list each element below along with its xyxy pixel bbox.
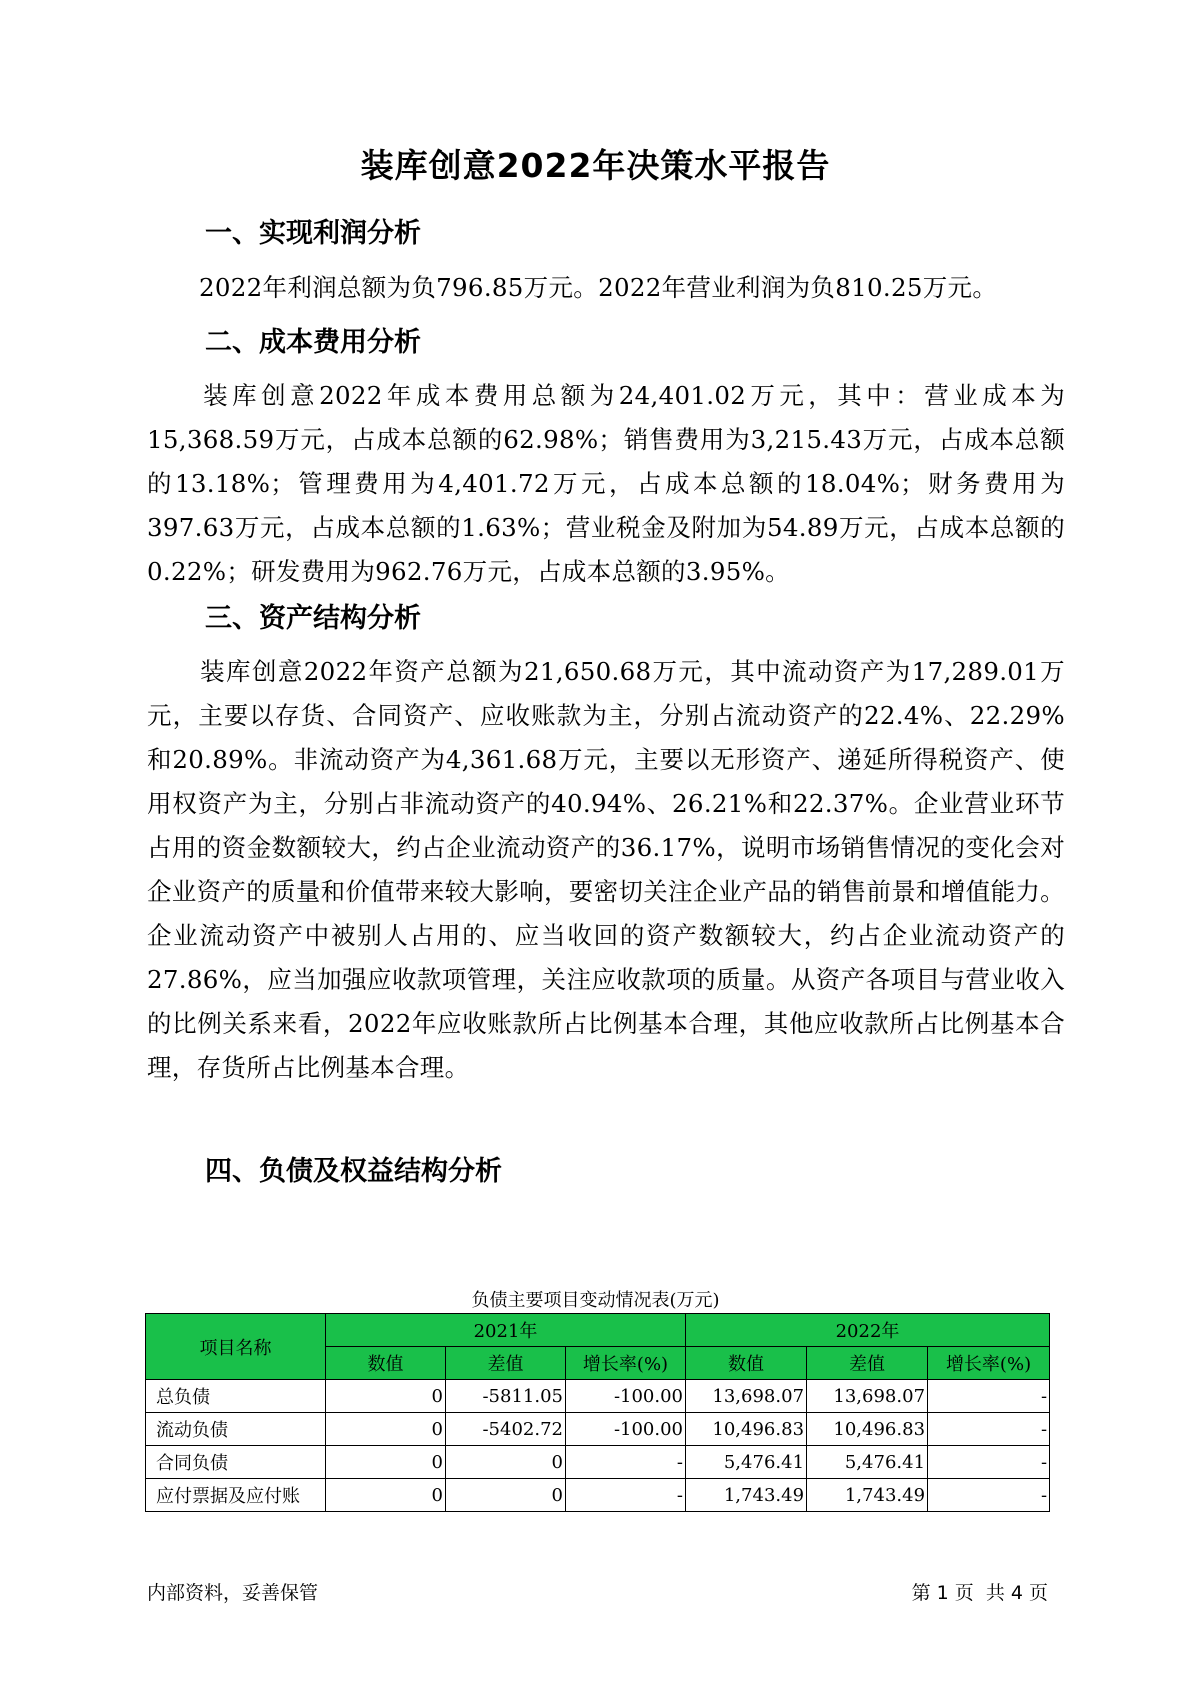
section-heading-cost: 二、成本费用分析 — [205, 327, 421, 358]
table-caption: 负债主要项目变动情况表(万元) — [471, 1290, 720, 1311]
cost-paragraph — [147, 374, 1065, 594]
table-row — [146, 1413, 1050, 1446]
cell: -5811.05 — [446, 1380, 566, 1413]
cell: 5,476.41 — [686, 1446, 807, 1479]
cell: -100.00 — [566, 1413, 686, 1446]
cell: 1,743.49 — [686, 1479, 807, 1512]
header-value-2022: 数值 — [686, 1347, 807, 1380]
cell: - — [928, 1413, 1050, 1446]
cell: 0 — [326, 1479, 446, 1512]
header-item-name: 项目名称 — [146, 1314, 326, 1380]
cell: 0 — [446, 1479, 566, 1512]
cell: 0 — [326, 1413, 446, 1446]
cell: 0 — [326, 1380, 446, 1413]
cell: 0 — [326, 1446, 446, 1479]
footer-page-number: 第 1 页 共 4 页 — [911, 1582, 1048, 1604]
cell: - — [928, 1380, 1050, 1413]
cell: - — [928, 1446, 1050, 1479]
table-row — [146, 1446, 1050, 1479]
assets-text: 装库创意2022年资产总额为21,650.68万元，其中流动资产为17,289.01万元，主要以存货、合同资产、应收账款为主，分别占流动资产的22.4%、22.29%和20.89%。非流动资产为4,361.68万元，主要以无形资产、递延所得税资产、使用权资产为主，分别占非流动资产的40.94%、26.21%和22.37%。企业营业环节占用的资金数额较大，约占企业流动资产的36.17%，说明市场销售情况的变化会对企业资产的质量和价值带来较大影响，要密切关注企业产品的销售前景和增值能力。企业流动资产中被别人占用的、应当收回的资产数额较大，约占企业流动资产的27.86%，应当加强应收款项管理，关注应收款项的质量。从资产各项目与营业收入的比例关系来看，2022年应收账款所占比例基本合理，其他应收款所占比例基本合理，存货所占比例基本合理。 — [147, 657, 1065, 1082]
cell: 5,476.41 — [807, 1446, 928, 1479]
cell: - — [566, 1479, 686, 1512]
row-name: 流动负债 — [146, 1413, 326, 1446]
cell: 10,496.83 — [686, 1413, 807, 1446]
header-growth-2021: 增长率(%) — [566, 1347, 686, 1380]
cell: 0 — [446, 1446, 566, 1479]
cell: 10,496.83 — [807, 1413, 928, 1446]
assets-paragraph — [147, 650, 1065, 1090]
header-year-2022: 2022年 — [686, 1314, 1050, 1347]
profit-paragraph — [147, 266, 1065, 310]
table-row — [146, 1479, 1050, 1512]
section-heading-liabilities: 四、负债及权益结构分析 — [205, 1156, 502, 1187]
footer-confidential-note: 内部资料，妥善保管 — [147, 1582, 319, 1604]
header-year-2021: 2021年 — [326, 1314, 686, 1347]
cell: 1,743.49 — [807, 1479, 928, 1512]
cell: 13,698.07 — [807, 1380, 928, 1413]
header-value-2021: 数值 — [326, 1347, 446, 1380]
section-heading-profit: 一、实现利润分析 — [205, 218, 421, 249]
row-name: 应付票据及应付账 — [146, 1479, 326, 1512]
row-name: 总负债 — [146, 1380, 326, 1413]
cell: - — [928, 1479, 1050, 1512]
header-diff-2021: 差值 — [446, 1347, 566, 1380]
profit-text: 2022年利润总额为负796.85万元。2022年营业利润为负810.25万元。 — [199, 273, 998, 302]
cell: 13,698.07 — [686, 1380, 807, 1413]
header-diff-2022: 差值 — [807, 1347, 928, 1380]
row-name: 合同负债 — [146, 1446, 326, 1479]
table-row — [146, 1380, 1050, 1413]
header-growth-2022: 增长率(%) — [928, 1347, 1050, 1380]
liabilities-table — [145, 1313, 1050, 1512]
cost-text: 装库创意2022年成本费用总额为24,401.02万元，其中：营业成本为15,368.59万元，占成本总额的62.98%；销售费用为3,215.43万元，占成本总额的13.18%；管理费用为4,401.72万元，占成本总额的18.04%；财务费用为397.63万元，占成本总额的1.63%；营业税金及附加为54.89万元，占成本总额的0.22%；研发费用为962.76万元，占成本总额的3.95%。 — [147, 381, 1065, 586]
cell: -5402.72 — [446, 1413, 566, 1446]
document-title: 装库创意2022年决策水平报告 — [360, 146, 831, 185]
section-heading-assets: 三、资产结构分析 — [205, 603, 421, 634]
cell: - — [566, 1446, 686, 1479]
cell: -100.00 — [566, 1380, 686, 1413]
